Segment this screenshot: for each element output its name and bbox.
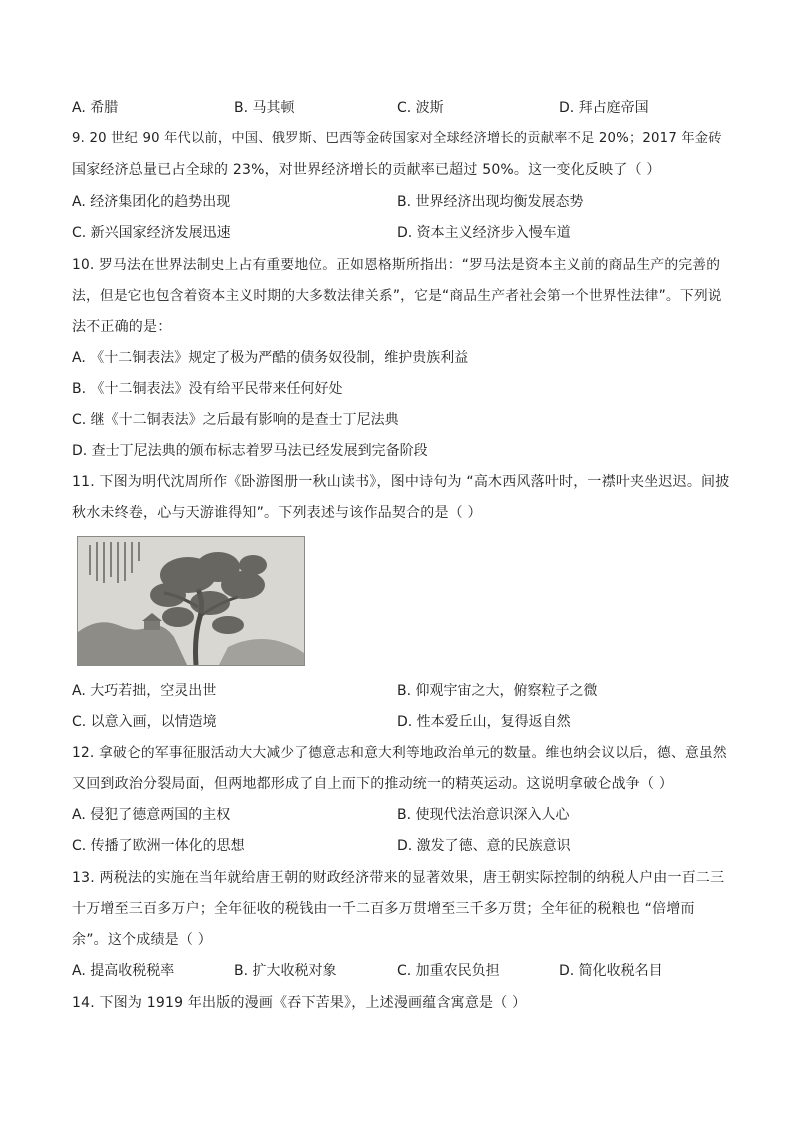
q12-option-b: B. 使现代法治意识深入人心 (397, 807, 570, 823)
q9-option-c: C. 新兴国家经济发展迅速 (72, 225, 231, 241)
autumn-mountain-reading-painting (77, 536, 305, 666)
q9-stem-line-2: 国家经济总量已占全球的 23%，对世界经济增长的贡献率已超过 50%。这一变化反映了（ ） (72, 162, 661, 178)
q12-option-d: D. 激发了德、意的民族意识 (397, 838, 571, 854)
q12-option-c: C. 传播了欧洲一体化的思想 (72, 838, 245, 854)
q11-option-a: A. 大巧若拙，空灵出世 (72, 683, 217, 699)
q14-stem-line-1: 14. 下图为 1919 年出版的漫画《吞下苦果》，上述漫画蕴含寓意是（ ） (72, 995, 527, 1011)
q12-stem-line-1: 12. 拿破仑的军事征服活动大大减少了德意志和意大利等地政治单元的数量。维也纳会议以后，德、意虽然 (72, 745, 727, 761)
q10-option-c: C. 继《十二铜表法》之后最有影响的是查士丁尼法典 (72, 412, 399, 428)
q10-stem-line-1: 10. 罗马法在世界法制史上占有重要地位。正如恩格斯所指出：“罗马法是资本主义前的商品生产的完善的 (72, 257, 721, 273)
q11-option-d: D. 性本爱丘山，复得返自然 (397, 714, 571, 730)
q10-option-d: D. 查士丁尼法典的颁布标志着罗马法已经发展到完备阶段 (72, 443, 428, 459)
q13-option-a: A. 提高收税税率 (72, 963, 175, 979)
q9-stem-line-1: 9. 20 世纪 90 年代以前，中国、俄罗斯、巴西等金砖国家对全球经济增长的贡献率不足 20%；2017 年金砖 (72, 131, 722, 146)
q10-option-b: B. 《十二铜表法》没有给平民带来任何好处 (72, 381, 343, 397)
painting-illustration (78, 537, 305, 666)
q8-option-c: C. 波斯 (397, 100, 444, 116)
q10-option-a: A. 《十二铜表法》规定了极为严酷的债务奴役制，维护贵族利益 (72, 350, 469, 366)
q8-option-a: A. 希腊 (72, 100, 119, 116)
q13-stem-line-1: 13. 两税法的实施在当年就给唐王朝的财政经济带来的显著效果，唐王朝实际控制的纳税人户由一百二三 (72, 870, 725, 886)
q11-stem-line-2: 秋水未终卷，心与天游谁得知”。下列表述与该作品契合的是（ ） (72, 505, 482, 521)
q10-stem-line-2: 法，但是它也包含着资本主义时期的大多数法律关系”，它是“商品生产者社会第一个世界性法律”。下列说 (72, 288, 722, 304)
q13-option-c: C. 加重农民负担 (397, 963, 500, 979)
q9-option-a: A. 经济集团化的趋势出现 (72, 194, 231, 210)
q11-option-c: C. 以意入画，以情造境 (72, 714, 217, 730)
q9-option-b: B. 世界经济出现均衡发展态势 (397, 194, 584, 210)
q8-option-b: B. 马其顿 (234, 100, 295, 116)
q13-stem-line-2: 十万增至三百多万户；全年征收的税钱由一千二百多万贯增至三千多万贯；全年征的税粮也 “倍增而 (72, 901, 695, 917)
q12-stem-line-2: 又回到政治分裂局面，但两地都形成了自上而下的推动统一的精英运动。这说明拿破仑战争（ ） (72, 776, 674, 792)
q8-option-d: D. 拜占庭帝国 (559, 100, 649, 116)
q12-option-a: A. 侵犯了德意两国的主权 (72, 807, 231, 823)
q13-option-b: B. 扩大收税对象 (234, 963, 337, 979)
q9-option-d: D. 资本主义经济步入慢车道 (397, 225, 571, 241)
q11-stem-line-1: 11. 下图为明代沈周所作《卧游图册一秋山读书》，图中诗句为 “高木西风落叶时，一襟叶夹坐迟迟。间披 (72, 474, 730, 490)
q13-stem-line-3: 余”。这个成绩是（ ） (72, 932, 212, 948)
q13-option-d: D. 简化收税名目 (559, 963, 663, 979)
q11-option-b: B. 仰观宇宙之大，俯察粒子之微 (397, 683, 598, 699)
q10-stem-line-3: 法不正确的是： (72, 319, 172, 335)
